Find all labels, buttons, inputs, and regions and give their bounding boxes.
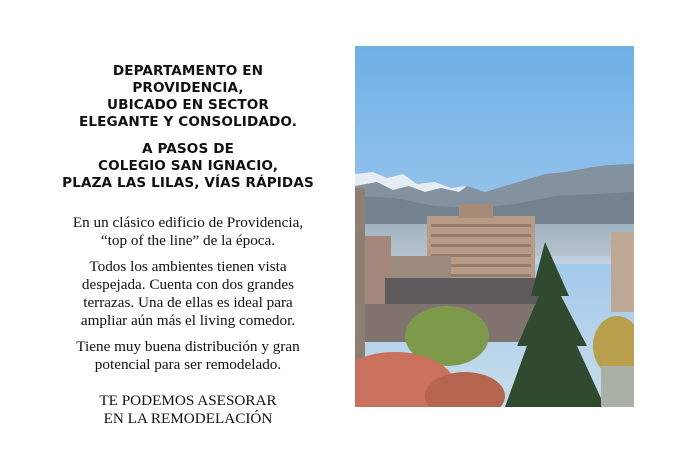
- paragraph-line: despejada. Cuenta con dos grandes: [81, 276, 295, 293]
- headline-line: A PASOS DE: [142, 141, 234, 157]
- remodel-cta: [38, 392, 338, 428]
- city-view-photo: [355, 46, 634, 407]
- tower-top: [459, 204, 493, 218]
- headline-line: UBICADO EN SECTOR: [107, 97, 269, 113]
- headline-line: PROVIDENCIA,: [132, 80, 244, 96]
- headline-line: ELEGANTE Y CONSOLIDADO.: [79, 114, 297, 130]
- paragraph-line: ampliar aún más el living comedor.: [80, 312, 296, 329]
- paragraph-line: potencial para ser remodelado.: [94, 356, 282, 373]
- description-paragraph: [38, 258, 338, 330]
- description-paragraph: [38, 338, 338, 374]
- paragraph-line: Tiene muy buena distribución y gran: [76, 338, 300, 355]
- headline-line: COLEGIO SAN IGNACIO,: [98, 158, 278, 174]
- paragraph-line: “top of the line” de la época.: [100, 232, 276, 249]
- paragraph-line: En un clásico edificio de Providencia,: [72, 214, 304, 231]
- cta-line: TE PODEMOS ASESORAR: [99, 392, 277, 409]
- right-building: [611, 232, 634, 312]
- cta-line: EN LA REMODELACIÓN: [103, 410, 273, 427]
- location-headline: [38, 141, 338, 192]
- right-rooftop: [601, 366, 634, 407]
- roof-row: [385, 278, 545, 304]
- headline-line: DEPARTAMENTO EN: [112, 63, 264, 79]
- description-paragraph: [38, 214, 338, 250]
- paragraph-line: Todos los ambientes tienen vista: [89, 258, 287, 275]
- paragraph-line: terrazas. Una de ellas es ideal para: [83, 294, 293, 311]
- listing-headline: [38, 63, 338, 131]
- listing-text-column: [38, 63, 338, 428]
- headline-line: PLAZA LAS LILAS, VÍAS RÁPIDAS: [62, 175, 314, 191]
